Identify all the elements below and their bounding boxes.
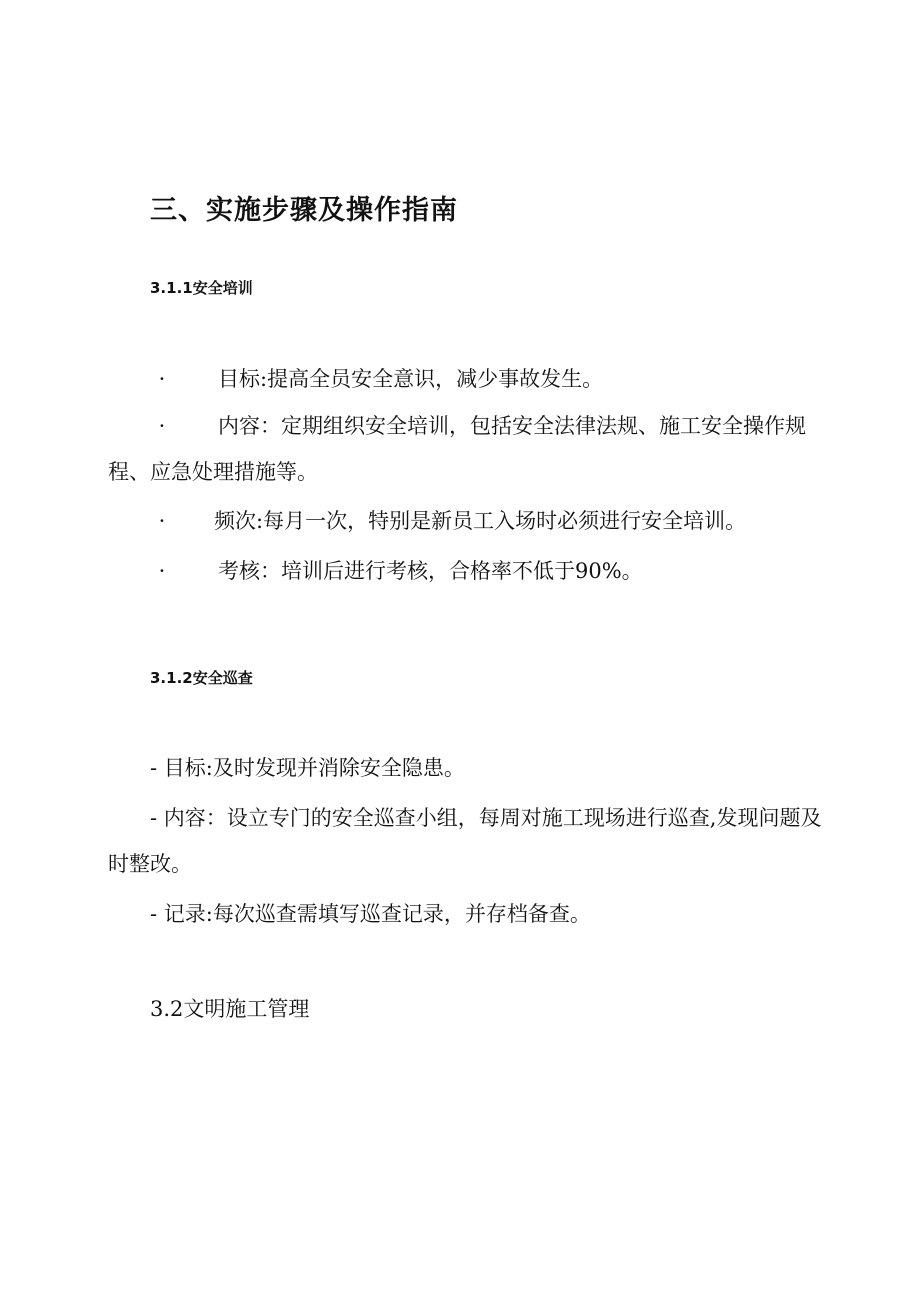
- section-heading: 三、实施步骤及操作指南: [150, 195, 458, 226]
- section-title-civilized-construction: 3.2文明施工管理: [150, 997, 310, 1021]
- bullet-marker: ·: [158, 414, 166, 438]
- list-item-goal: 目标:提高全员安全意识，减少事故发生。: [218, 367, 604, 391]
- bullet-marker: ·: [158, 559, 166, 583]
- list-item-assessment: 考核：培训后进行考核，合格率不低于90%。: [218, 559, 643, 583]
- bullet-marker: ·: [158, 509, 166, 533]
- subsection-title-safety-training: 3.1.1安全培训: [150, 279, 253, 297]
- bullet-marker: ·: [158, 367, 166, 391]
- list-item-frequency: 频次:每月一次，特别是新员工入场时必须进行安全培训。: [214, 509, 747, 533]
- list-item-content: 内容：定期组织安全培训，包括安全法律法规、施工安全操作规程、应急处理措施等。: [108, 414, 806, 484]
- subsection-title-safety-patrol: 3.1.2安全巡查: [150, 669, 253, 687]
- dash-item-goal: - 目标:及时发现并消除安全隐患。: [150, 756, 465, 780]
- dash-item-content: - 内容：设立专门的安全巡查小组，每周对施工现场进行巡查,发现问题及时整改。: [108, 806, 822, 876]
- dash-item-record: - 记录:每次巡查需填写巡查记录，并存档备查。: [150, 902, 591, 926]
